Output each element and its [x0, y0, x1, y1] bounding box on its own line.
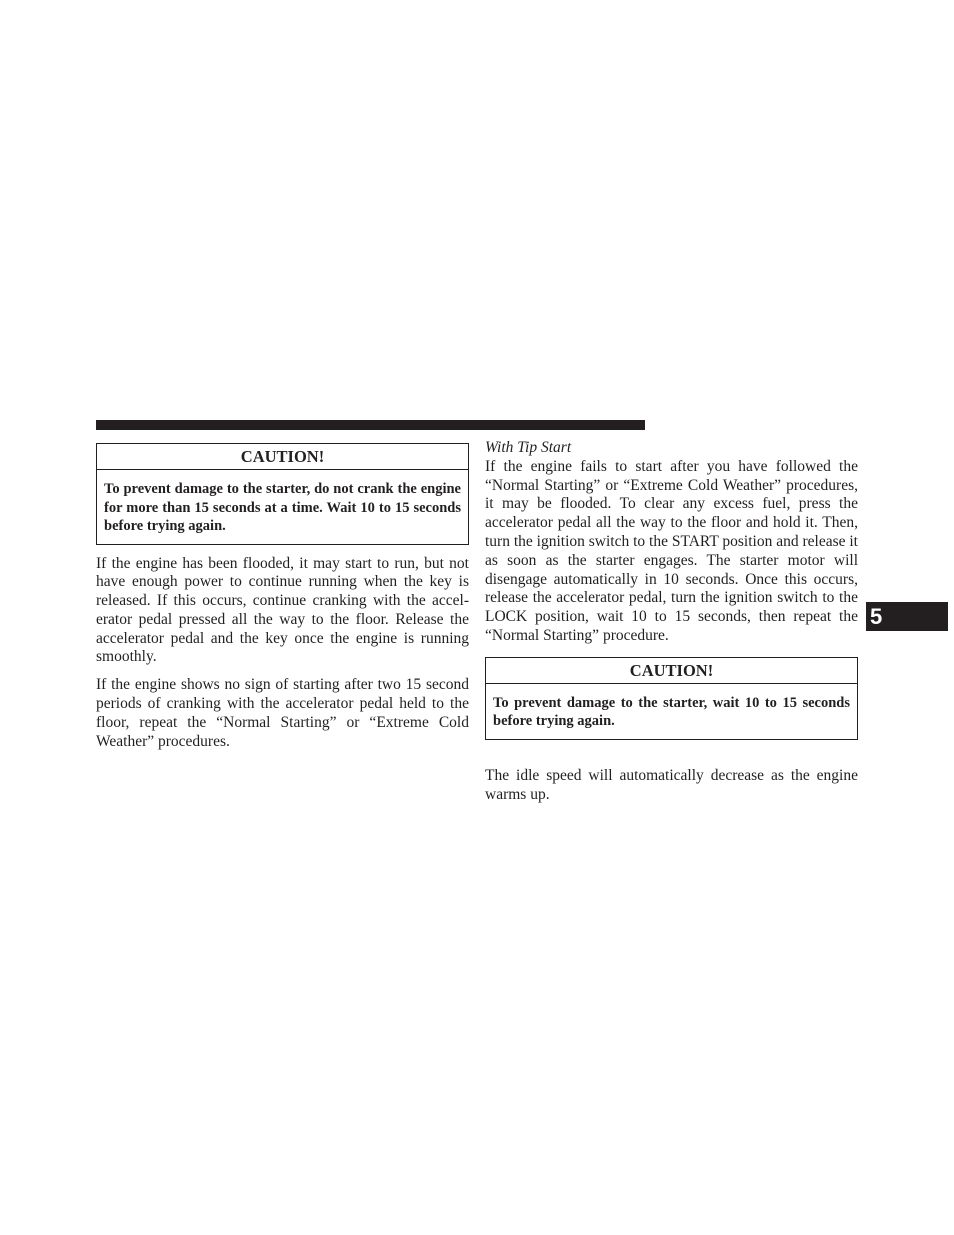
caution-box-starter-wait: [485, 657, 858, 740]
idle-speed-paragraph: The idle speed will automatically decrease as the engine warms up.: [485, 766, 858, 803]
caution-box-starter-cranking: [96, 443, 469, 545]
tip-start-paragraph: If the engine fails to start after you have followed the “Normal Starting” or “Extreme Cold Weather” procedures, it may be flooded. To clear any excess fuel, press the accelerator pedal all the way to the floor and hold it. Then, turn the ignition switch to the START position and release it as soon as the starter engages. The starter motor will disengage automatically in 10 seconds. Once this occurs, release the accelerator pedal, turn the ignition switch to the LOCK position, wait 10 to 15 seconds, then repeat the “Normal Starting” procedure.: [485, 457, 858, 644]
right-column: [485, 440, 858, 804]
tip-start-subheading: With Tip Start: [485, 439, 572, 456]
chapter-tab: 5: [866, 602, 948, 631]
caution-title: CAUTION!: [486, 658, 857, 684]
flooded-engine-paragraph: If the engine has been flooded, it may start to run, but not have enough power to continue running when the key is released. If this occurs, continue cranking with the accelerator pedal pressed all the way to the floor. Release the accelerator pedal and the key once the engine is running smoothly.: [96, 554, 469, 666]
caution-body: To prevent damage to the starter, do not crank the engine for more than 15 seconds at a time. Wait 10 to 15 seconds before trying again.: [104, 481, 461, 534]
caution-title: CAUTION!: [97, 444, 468, 470]
section-top-rule: [96, 420, 645, 430]
left-column: [96, 440, 469, 751]
caution-body: To prevent damage to the starter, wait 10 to 15 seconds before trying again.: [493, 694, 850, 730]
no-start-paragraph: If the engine shows no sign of starting after two 15 second periods of cranking with the accelerator pedal held to the floor, repeat the “Normal Starting” or “Extreme Cold Weather” procedures.: [96, 676, 469, 750]
